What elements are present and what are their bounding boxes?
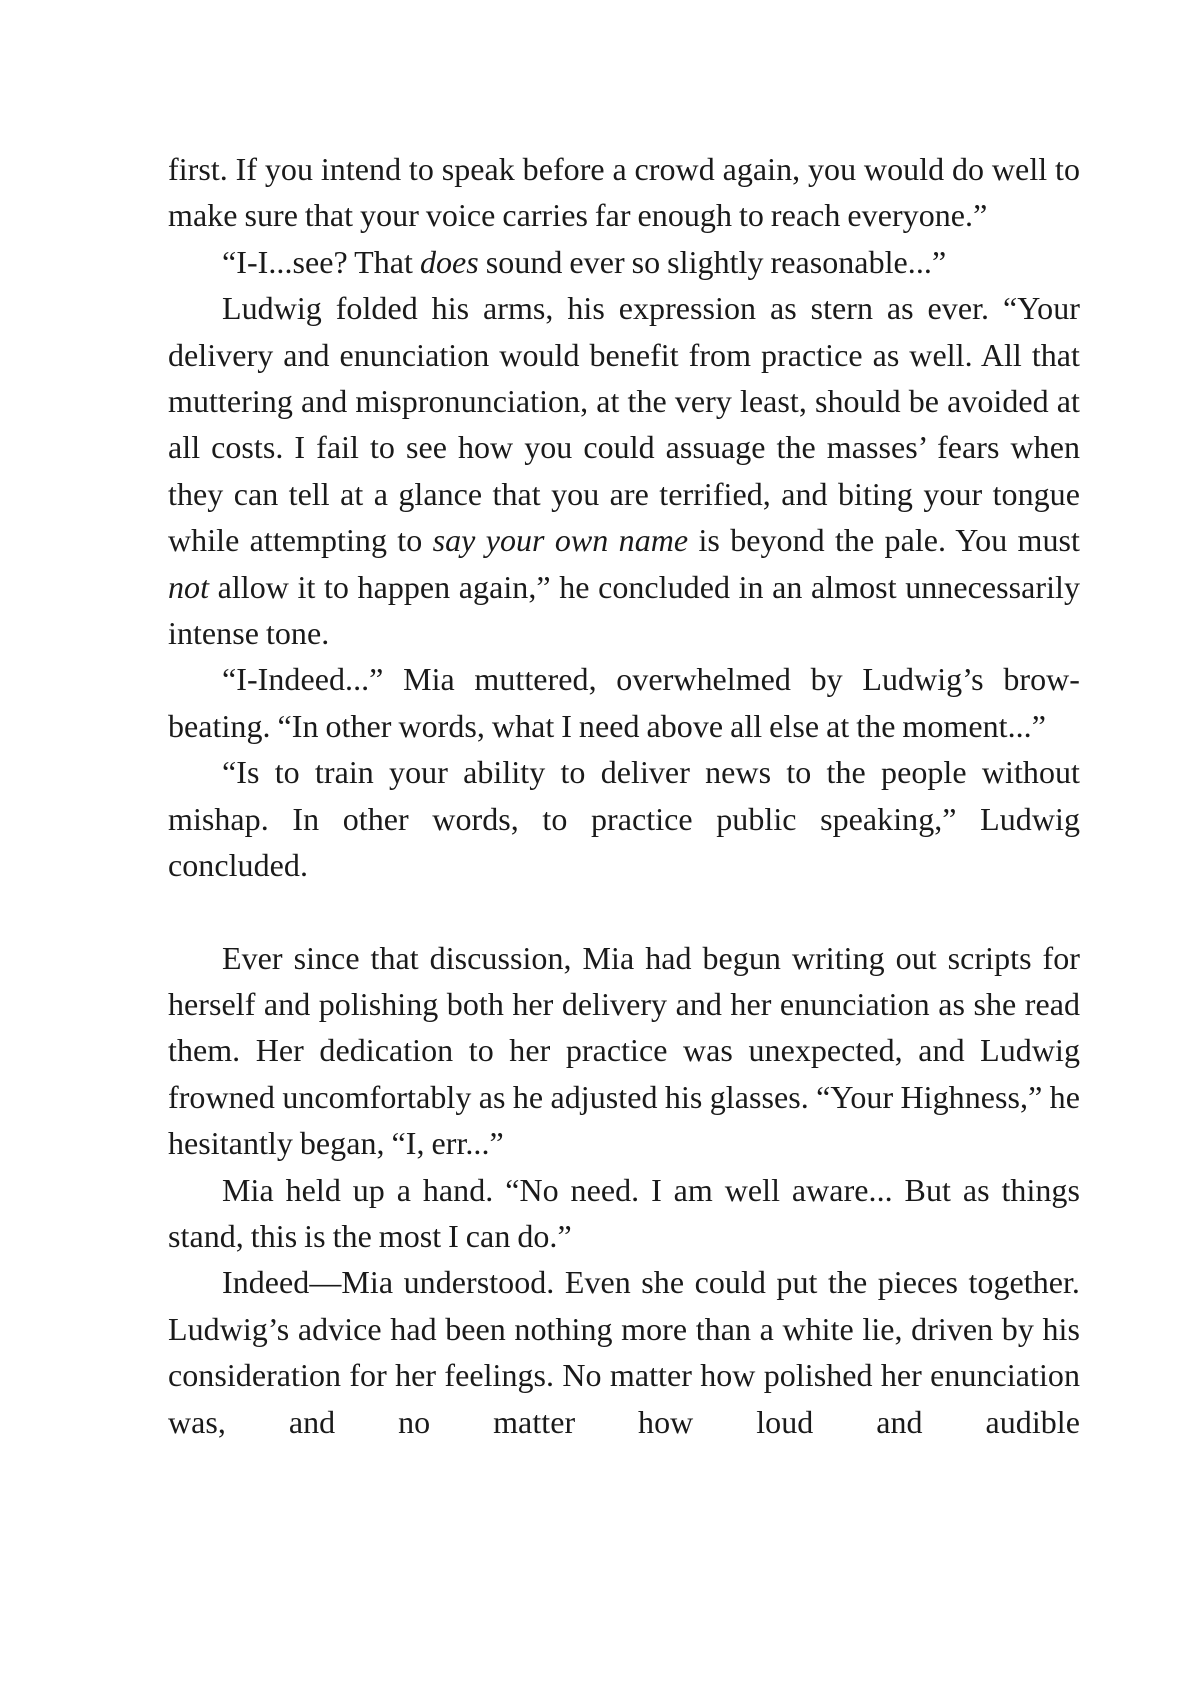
text-run: Mia held up a hand. “No need. I am well aware... But as things stand, this is the most I can do.” [168,1171,1080,1254]
paragraph [168,1259,1080,1445]
body-text [168,146,1080,1445]
text-run: sound ever so slightly reasonable...” [478,243,947,280]
text-run: “I-I...see? That [222,243,420,280]
paragraph [168,656,1080,749]
paragraph [168,935,1080,1167]
text-run: is beyond the pale. You must [688,522,1080,559]
paragraph [168,749,1080,888]
paragraph [168,239,1080,285]
text-run: Ever since that discussion, Mia had begun writing out scripts for herself and polishing both her delivery and her enunciation as she read them. Her dedication to her practice was unexpected, and Ludwig frowned uncomfortably as he adjusted his glasses. “Your Highness,” he hesitantly began, “I, err...” [168,939,1080,1162]
paragraph [168,1167,1080,1260]
text-run: “Is to train your ability to deliver news to the people without mishap. In other words, to practice public speaking,” Ludwig concluded. [168,754,1080,884]
italic-run: say your own name [432,522,689,559]
paragraph [168,146,1080,239]
text-run: Ludwig folded his arms, his expression as stern as ever. “Your delivery and enunciation would benefit from practice as well. All that muttering and mispronunciation, at the very least, should be avoided at all costs. I fail to see how you could assuage the masses’ fears when they can tell at a glance that you are terrified, and biting your tongue while attempting to [168,290,1080,559]
text-run: “I-Indeed...” Mia muttered, overwhelmed by Ludwig’s brow-beating. “In other words, what I need above all else at the moment...” [168,661,1080,744]
text-run: allow it to happen again,” he concluded in an almost unnecessarily intense tone. [168,568,1080,652]
text-run: Indeed—Mia understood. Even she could put the pieces together. Ludwig’s advice had been nothing more than a white lie, driven by his consideration for her feelings. No matter how polished her enunciation was, and no matter how loud and audible [168,1264,1080,1440]
text-run: first. If you intend to speak before a crowd again, you would do well to make sure that your voice carries far enough to reach everyone.” [168,151,1080,234]
paragraph [168,285,1080,656]
italic-run: does [419,243,479,280]
italic-run: not [168,568,210,605]
